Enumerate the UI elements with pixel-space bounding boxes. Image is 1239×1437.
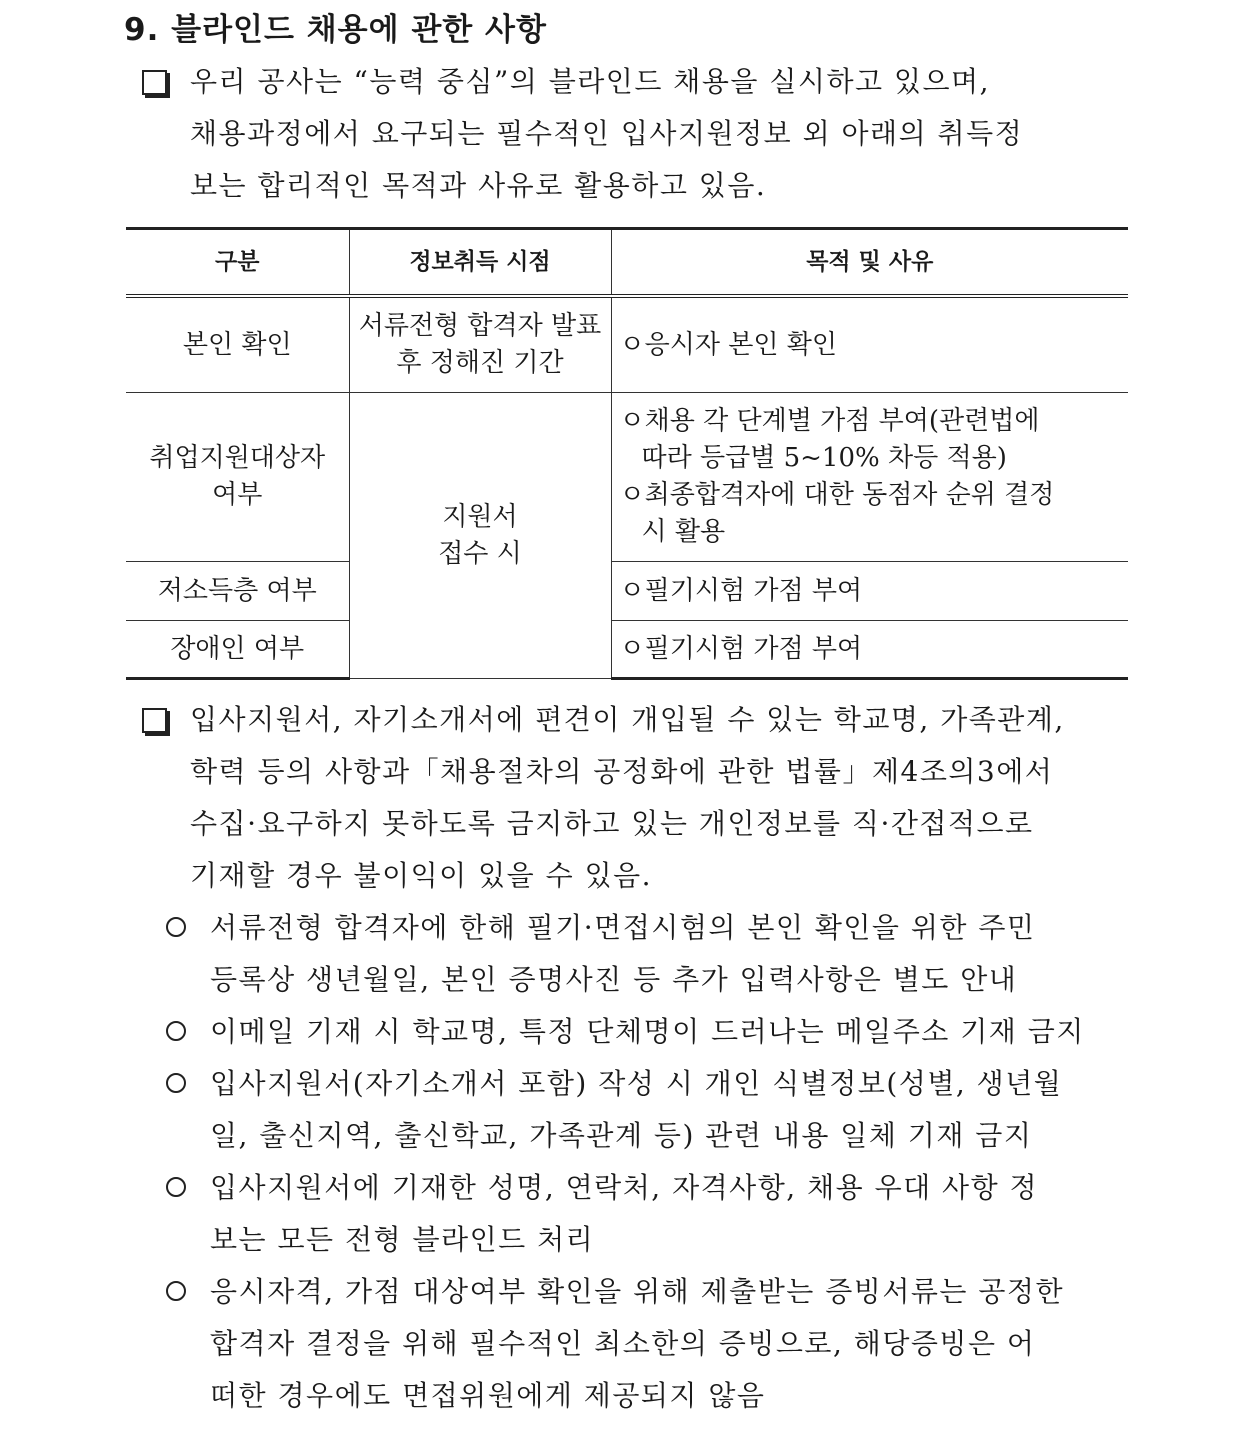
header-category: 구분 — [126, 229, 349, 297]
notice-line: 입사지원서, 자기소개서에 편견이 개입될 수 있는 학교명, 가족관계, — [190, 703, 1065, 736]
reason-text: ㅇ필기시험 가점 부여 — [619, 633, 863, 664]
circle-bullet-icon — [166, 1281, 186, 1301]
timing-text: 접수 시 — [438, 538, 522, 569]
bullet-line: 합격자 결정을 위해 필수적인 최소한의 증빙으로, 해당증빙은 어 — [210, 1327, 1036, 1360]
table-header-row — [126, 229, 1128, 297]
list-item — [166, 1058, 1146, 1162]
cell-timing — [349, 296, 611, 393]
list-item — [166, 902, 1146, 1006]
circle-bullet-icon — [166, 1073, 186, 1093]
bullet-line: 이메일 기재 시 학교명, 특정 단체명이 드러나는 메일주소 기재 금지 — [210, 1015, 1085, 1048]
cell-category — [126, 393, 349, 562]
cell-reason — [611, 296, 1128, 393]
category-text: 여부 — [212, 480, 263, 510]
section-heading: 9. 블라인드 채용에 관한 사항 — [124, 12, 547, 48]
cell-category — [126, 562, 349, 621]
notice-line: 기재할 경우 불이익이 있을 수 있음. — [190, 859, 653, 892]
list-item — [166, 1266, 1146, 1422]
bullet-line: 등록상 생년월일, 본인 증명사진 등 추가 입력사항은 별도 안내 — [210, 963, 1018, 996]
checkbox-bullet-icon — [142, 70, 167, 95]
reason-text: ㅇ필기시험 가점 부여 — [619, 575, 863, 606]
notice-line: 학력 등의 사항과「채용절차의 공정화에 관한 법률」제4조의3에서 — [190, 755, 1054, 788]
table-row — [126, 621, 1128, 679]
cell-reason — [611, 621, 1128, 679]
circle-bullet-icon — [166, 1177, 186, 1197]
bullet-list — [166, 902, 1146, 1422]
list-item — [166, 1162, 1146, 1266]
info-table — [126, 227, 1128, 680]
list-item — [166, 1006, 1146, 1058]
checkbox-bullet-icon — [142, 708, 167, 733]
intro-paragraph — [190, 56, 1140, 212]
table-row — [126, 393, 1128, 562]
notice-paragraph — [190, 694, 1140, 902]
header-timing: 정보취득 시점 — [349, 229, 611, 297]
timing-text: 서류전형 합격자 발표 — [358, 311, 602, 341]
intro-line: 보는 합리적인 목적과 사유로 활용하고 있음. — [190, 169, 767, 202]
bullet-line: 보는 모든 전형 블라인드 처리 — [210, 1223, 595, 1256]
bullet-line: 서류전형 합격자에 한해 필기·면접시험의 본인 확인을 위한 주민 — [210, 911, 1036, 944]
header-reason: 목적 및 사유 — [611, 229, 1128, 297]
bullet-line: 응시자격, 가점 대상여부 확인을 위해 제출받는 증빙서류는 공정한 — [210, 1275, 1065, 1308]
cell-category — [126, 621, 349, 679]
category-text: 장애인 여부 — [170, 633, 305, 664]
bullet-line: 입사지원서에 기재한 성명, 연락처, 자격사항, 채용 우대 사항 정 — [210, 1171, 1039, 1204]
notice-line: 수집·요구하지 못하도록 금지하고 있는 개인정보를 직·간접적으로 — [190, 807, 1034, 840]
bullet-line: 일, 출신지역, 출신학교, 가족관계 등) 관련 내용 일체 기재 금지 — [210, 1119, 1033, 1152]
table-row — [126, 296, 1128, 393]
cell-timing — [349, 393, 611, 679]
timing-text: 후 정해진 기간 — [396, 348, 564, 378]
reason-text: ㅇ최종합격자에 대한 동점자 순위 결정 — [619, 480, 1055, 510]
category-text: 저소득층 여부 — [157, 575, 317, 606]
cell-reason — [611, 562, 1128, 621]
timing-text: 지원서 — [442, 501, 518, 532]
intro-line: 우리 공사는 “능력 중심”의 블라인드 채용을 실시하고 있으며, — [190, 65, 990, 98]
bullet-line: 떠한 경우에도 면접위원에게 제공되지 않음 — [210, 1379, 766, 1412]
circle-bullet-icon — [166, 917, 186, 937]
bullet-line: 입사지원서(자기소개서 포함) 작성 시 개인 식별정보(성별, 생년월 — [210, 1067, 1063, 1100]
table-row — [126, 562, 1128, 621]
reason-text: ㅇ응시자 본인 확인 — [619, 329, 837, 360]
circle-bullet-icon — [166, 1021, 186, 1041]
reason-text: ㅇ채용 각 단계별 가점 부여(관련법에 — [619, 406, 1040, 436]
category-text: 취업지원대상자 — [149, 443, 326, 473]
intro-line: 채용과정에서 요구되는 필수적인 입사지원정보 외 아래의 취득정 — [190, 117, 1024, 150]
reason-text: 시 활용 — [641, 517, 726, 547]
category-text: 본인 확인 — [182, 329, 292, 360]
reason-text: 따라 등급별 5~10% 차등 적용) — [641, 443, 1007, 473]
cell-reason — [611, 393, 1128, 562]
cell-category — [126, 296, 349, 393]
